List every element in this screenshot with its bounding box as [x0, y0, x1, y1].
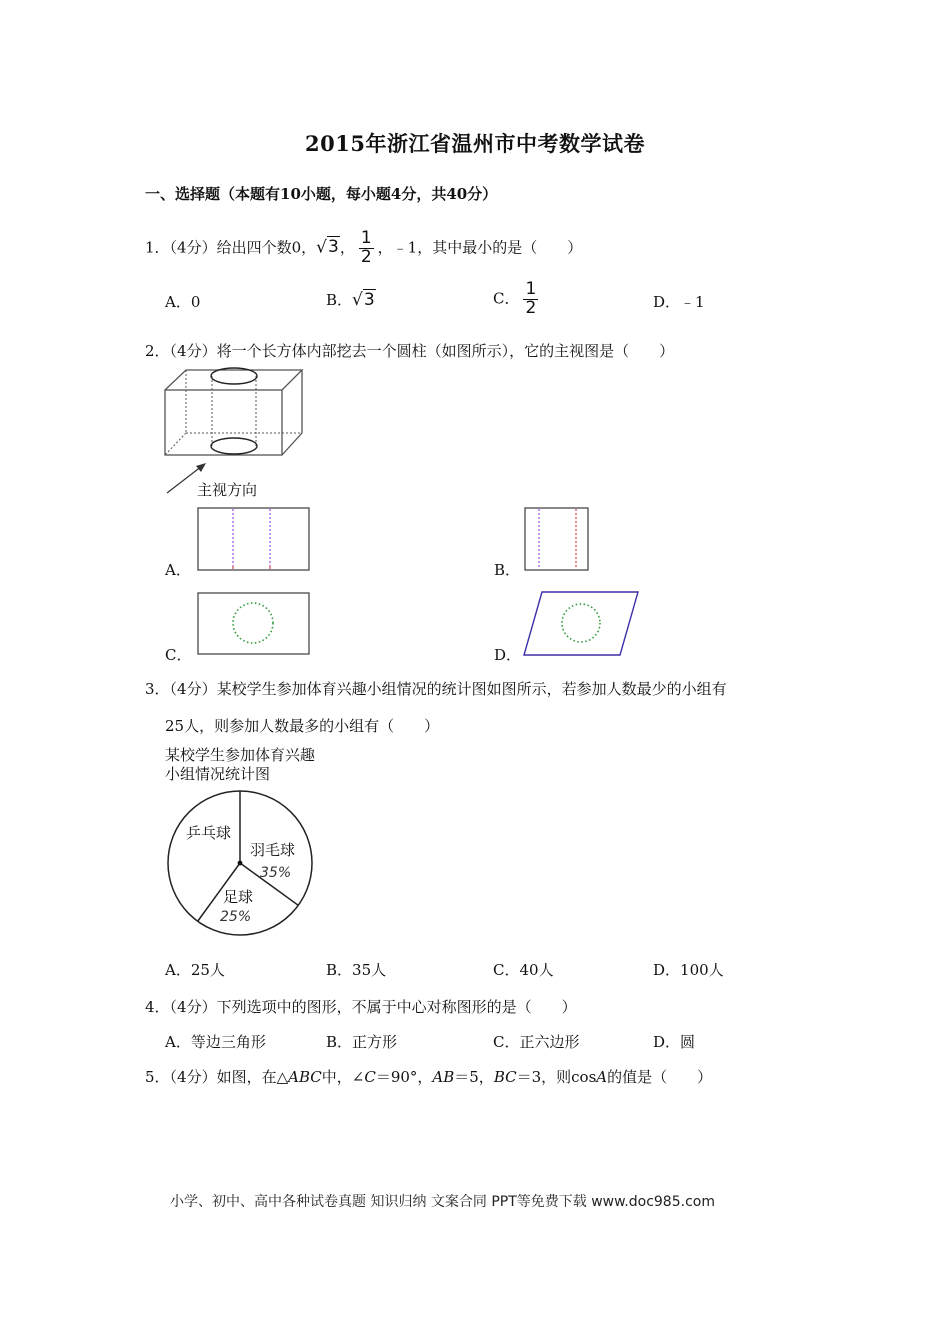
q1-option-c	[493, 281, 542, 318]
question-2: 2．（4分）将一个长方体内部挖去一个圆柱（如图所示），它的主视图是（ ）	[145, 342, 675, 360]
question-1-prefix: 1．（4分）给出四个数0，	[145, 238, 317, 257]
q5-part-6: 的值是（ ）	[607, 1068, 713, 1086]
slice-label-pingpong: 乒乓球	[186, 824, 232, 842]
footer-text: 小学、初中、高中各种试卷真题 知识归纳 文案合同 PPT等免费下载 www.doc985.com	[170, 1194, 715, 1210]
page-title: 2015年浙江省温州市中考数学试卷	[305, 131, 645, 156]
question-1	[145, 230, 582, 267]
q1-option-b	[326, 289, 376, 310]
fraction-numerator: 1	[360, 228, 372, 248]
q5-side-ab: AB	[432, 1068, 455, 1086]
q5-part-1: 5．（4分）如图，在△	[145, 1068, 289, 1086]
q4-option-d: D．圆	[653, 1033, 696, 1051]
q2-option-b-figure	[523, 506, 591, 572]
q1-option-a: A．0	[165, 293, 201, 311]
question-5	[145, 1066, 712, 1087]
q1-option-d: D．﹣1	[653, 293, 705, 311]
fraction-one-half	[359, 230, 374, 267]
q2-option-d-figure	[520, 589, 642, 659]
q3-option-d: D．100人	[653, 961, 724, 979]
sqrt-radicand: 3	[327, 237, 339, 258]
chart-title-line-1: 某校学生参加体育兴趣	[165, 746, 316, 764]
sqrt-symbol: √	[316, 237, 327, 258]
fraction-one-half-option	[523, 281, 538, 318]
question-3-line-1: 3．（4分）某校学生参加体育兴趣小组情况的统计图如图所示，若参加人数最少的小组有	[145, 680, 727, 698]
q5-part-4: ＝5，	[454, 1068, 494, 1086]
q3-option-c: C．40人	[493, 961, 554, 979]
slice-label-football: 足球	[223, 888, 254, 906]
fraction-numerator: 1	[525, 279, 537, 299]
slice-value-badminton: 35%	[260, 865, 292, 881]
q2-option-a-figure	[196, 506, 312, 572]
fraction-denominator: 2	[360, 246, 372, 267]
q5-part-3: ＝90°，	[375, 1068, 433, 1086]
bottom-ellipse	[211, 438, 257, 454]
q3-option-b: B．35人	[326, 961, 387, 979]
view-direction-label: 主视方向	[197, 481, 258, 499]
q5-angle-c: C	[364, 1068, 376, 1086]
pie-chart	[162, 785, 322, 945]
q2-option-b-label: B．	[494, 561, 521, 579]
q1-option-b-label: B．	[326, 291, 353, 309]
q5-side-bc: BC	[493, 1068, 517, 1086]
chart-title-line-2: 小组情况统计图	[165, 765, 271, 783]
q4-option-c: C．正六边形	[493, 1033, 580, 1051]
q2-option-d-label: D．	[494, 646, 522, 664]
section-heading: 一、选择题（本题有10小题，每小题4分，共40分）	[145, 185, 498, 203]
pie-center-dot	[238, 861, 243, 866]
q2-option-c-figure	[196, 591, 312, 657]
question-4: 4．（4分）下列选项中的图形，不属于中心对称图形的是（ ）	[145, 998, 577, 1016]
q1-option-c-label: C．	[493, 289, 520, 308]
slice-value-football: 25%	[220, 909, 252, 925]
sqrt-3	[316, 236, 340, 257]
q5-part-5: ＝3，则cos	[516, 1068, 597, 1086]
q2-option-a-label: A．	[165, 561, 191, 579]
sqrt-radicand: 3	[363, 290, 375, 310]
fraction-denominator: 2	[525, 297, 537, 318]
q5-triangle-abc: ABC	[288, 1068, 322, 1086]
slice-label-badminton: 羽毛球	[250, 841, 296, 859]
q5-part-2: 中，∠	[321, 1068, 365, 1086]
q4-option-a: A．等边三角形	[165, 1033, 266, 1051]
question-1-separator: ，	[339, 238, 355, 257]
q2-option-c-label: C．	[165, 646, 192, 664]
sqrt-3-option	[352, 289, 376, 310]
q3-option-a: A．25人	[165, 961, 225, 979]
q4-option-b: B．正方形	[326, 1033, 398, 1051]
chart-title	[165, 746, 315, 784]
question-1-suffix: ，﹣1，其中最小的是（ ）	[377, 238, 583, 257]
arrow-head-icon	[196, 463, 206, 472]
q5-angle-a: A	[596, 1068, 608, 1086]
question-3-line-2: 25人，则参加人数最多的小组有（ ）	[165, 717, 440, 735]
sqrt-symbol: √	[352, 290, 363, 310]
